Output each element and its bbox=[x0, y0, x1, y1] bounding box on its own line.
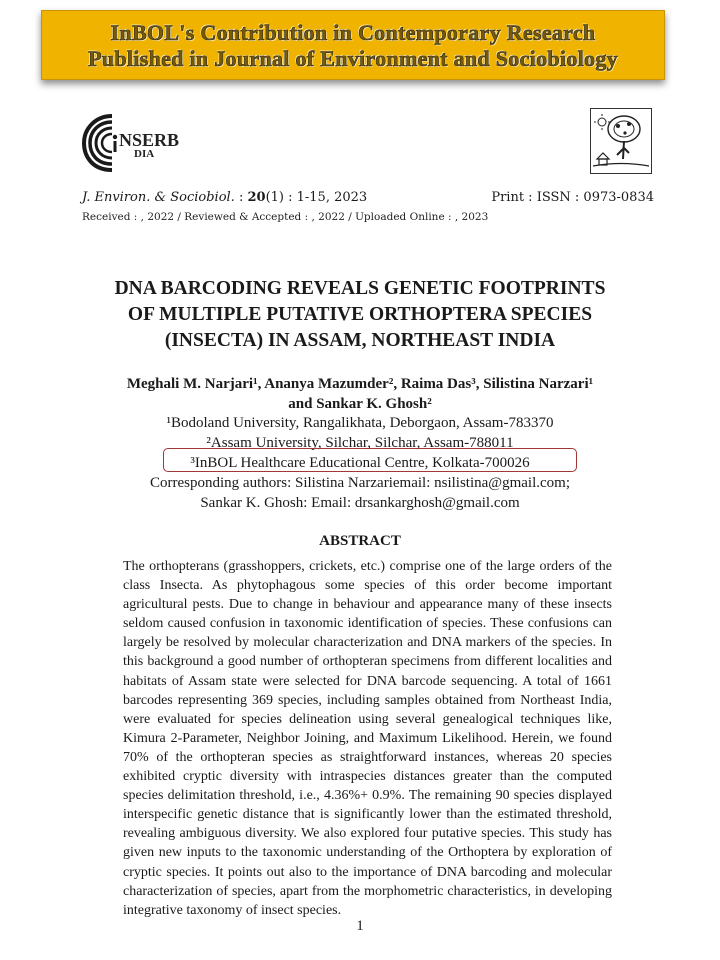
authors-line: and Sankar K. Ghosh² bbox=[288, 396, 432, 412]
journal-issue-pages-year: (1) : 1-15, 2023 bbox=[265, 190, 368, 205]
header-banner bbox=[41, 10, 665, 80]
abstract-heading: ABSTRACT bbox=[319, 533, 401, 549]
title-line: DNA BARCODING REVEALS GENETIC FOOTPRINTS bbox=[114, 278, 606, 299]
title-line: (INSECTA) IN ASSAM, NORTHEAST INDIA bbox=[164, 330, 556, 351]
nserb-logo bbox=[82, 112, 202, 176]
authors-line: Meghali M. Narjari¹, Ananya Mazumder², Raima Das³, Silistina Narzari¹ bbox=[126, 376, 594, 392]
journal-citation bbox=[82, 190, 654, 205]
corresponding-line: Sankar K. Ghosh: Email: drsankarghosh@gmail.com bbox=[200, 495, 520, 511]
logo-text-ndia: DIA bbox=[134, 148, 155, 160]
page-number: 1 bbox=[356, 918, 364, 934]
banner-line-2: Published in Journal of Environment and Sociobiology bbox=[88, 46, 618, 71]
publication-dates: Received : , 2022 / Reviewed & Accepted : , 2022 / Uploaded Online : , 2023 bbox=[82, 211, 489, 223]
logo-text-nserb: NSERB bbox=[119, 130, 180, 150]
author-list bbox=[60, 374, 660, 414]
paper-title bbox=[60, 276, 660, 354]
journal-reference bbox=[82, 190, 367, 205]
affiliation-line: ¹Bodoland University, Rangalikhata, Deborgaon, Assam-783370 bbox=[166, 415, 554, 431]
banner-line-1: InBOL's Contribution in Contemporary Research bbox=[110, 20, 596, 45]
journal-separator: : bbox=[234, 190, 248, 205]
journal-tree-logo bbox=[590, 108, 652, 174]
title-line: OF MULTIPLE PUTATIVE ORTHOPTERA SPECIES bbox=[127, 304, 593, 325]
affiliation-line-highlighted: ³InBOL Healthcare Educational Centre, Kolkata-700026 bbox=[190, 455, 530, 471]
corresponding-line: Corresponding authors: Silistina Narzariemail: nsilistina@gmail.com; bbox=[150, 475, 570, 491]
affiliation-line: ²Assam University, Silchar, Silchar, Assam-788011 bbox=[206, 435, 514, 451]
journal-name: J. Environ. & Sociobiol. bbox=[82, 190, 235, 205]
print-issn: Print : ISSN : 0973-0834 bbox=[491, 190, 654, 205]
journal-volume: 20 bbox=[247, 190, 266, 205]
abstract-text: The orthopterans (grasshoppers, crickets, etc.) comprise one of the large orders of the class Insecta. As phytophagous some species of this order become important agricultural pests. Due to change in behaviour and appearance many of these insects seldom caused confusion in taxonomic identification of species. These confusions can largely be resolved by molecular characterization and DNA markers of the species. In this background a good number of orthopteran specimens from different localities and habitats of Assam state were selected for DNA barcode sequencing. A total of 1661 barcodes representing 369 species, including samples obtained from Northeast India, were evaluated for species delineation using several genealogical techniques like, Kimura 2-Parameter, Neighbor Joining, and Maximum Likelihood. Herein, we found 70% of the orthopteran species as straightforward instances, whereas 20 species exhibited cryptic diversity with intraspecies distances greater than the computed species delimitation threshold, i.e., 4.36%+ 0.9%. The remaining 90 species displayed interspecific genetic distance that is significantly lower than the estimated threshold, revealing ambiguous diversity. We also explored four putative species. This study has given new inputs to the taxonomic understanding of the Orthoptera by exploration of cryptic species. It points out also to the importance of DNA barcoding and molecular characterization of species, apart from the morphometric characteristics, in developing integrative taxonomy of insect species. bbox=[123, 559, 612, 918]
tree-icon bbox=[591, 109, 651, 173]
inbol-highlight-box bbox=[163, 448, 577, 472]
